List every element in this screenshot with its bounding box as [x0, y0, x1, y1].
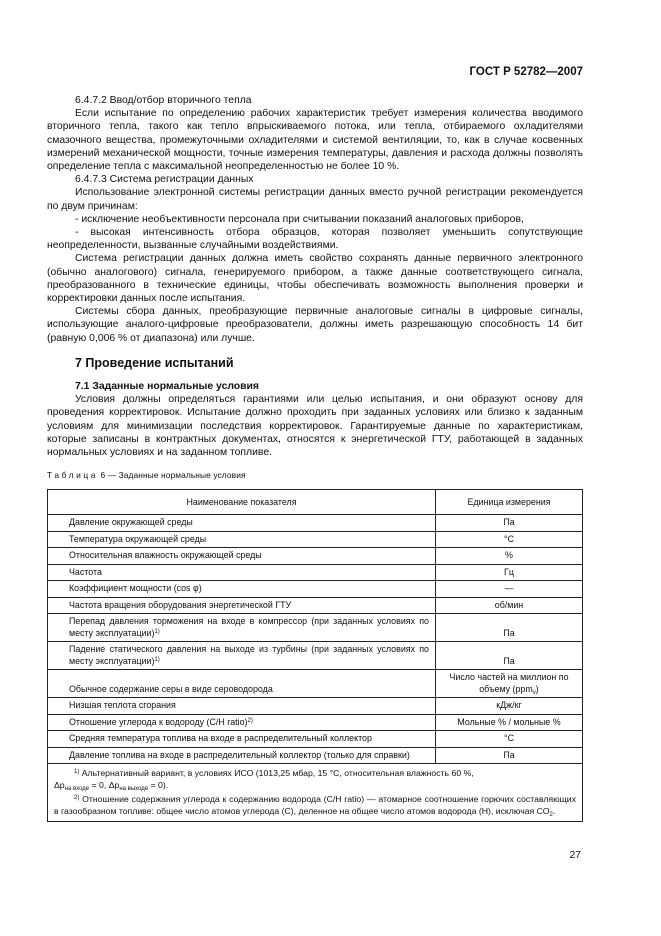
row-name: Отношение углерода к водороду (C/H ratio): [69, 716, 248, 727]
row-unit: Гц: [436, 564, 583, 581]
table-row: [48, 564, 583, 581]
row-name: Обычное содержание серы в виде сероводорода: [48, 670, 436, 698]
row-name-cell: [48, 642, 436, 670]
table-row: [48, 642, 583, 670]
row-unit: Па: [436, 614, 583, 642]
table-header-row: [48, 490, 583, 515]
col-header-name: Наименование показателя: [48, 490, 436, 515]
row-name: Давление топлива на входе в распределительный коллектор (только для справки): [48, 747, 436, 764]
footnote-row: [48, 764, 583, 793]
row-name: Падение статического давления на выходе из турбины (при заданных условиях по месту эксплуатации): [69, 644, 429, 666]
row-name: Частота вращения оборудования энергетической ГТУ: [48, 597, 436, 614]
footnote-ref: 2): [247, 717, 253, 724]
section-7-title: 7 Проведение испытаний: [75, 355, 234, 370]
table-row: [48, 714, 583, 731]
row-unit: °С: [436, 731, 583, 748]
row-name: Температура окружающей среды: [48, 531, 436, 548]
footnote-1: $^{1)}$ Альтернативный вариант, в условиях ИСО (1013,25 мбар, 15 °С, относительная влажность 60 %, $\Delta p_{на входе} = 0$, $\Delta p_{на выходе} = 0$).: [48, 764, 583, 793]
standard-code: ГОСТ Р 52782—2007: [469, 66, 583, 78]
conditions-table: [47, 489, 583, 822]
row-unit: кДж/кг: [436, 698, 583, 715]
row-name: Низшая теплота сгорания: [48, 698, 436, 715]
row-name-cell: [48, 714, 436, 731]
row-name: Относительная влажность окружающей среды: [48, 548, 436, 565]
table-row: [48, 531, 583, 548]
table-row: [48, 698, 583, 715]
section-6473-title: 6.4.7.3 Система регистрации данных: [75, 174, 254, 186]
row-unit: Мольные % / мольные %: [436, 714, 583, 731]
unit-subscript: v: [532, 689, 536, 696]
row-unit-cell: [436, 670, 583, 698]
row-unit: об/мин: [436, 597, 583, 614]
footnote-ref: 1): [154, 628, 160, 635]
row-unit: %: [436, 548, 583, 565]
row-unit-end: ): [535, 683, 539, 694]
footnote-ref: 1): [154, 656, 160, 663]
paragraph: Использование электронной системы регистрации данных вместо ручной регистрации рекомендуется по двум причинам:: [47, 187, 583, 212]
row-name: Перепад давления торможения на входе в компрессор (при заданных условиях по месту эксплуатации): [69, 616, 429, 638]
row-unit: —: [436, 581, 583, 598]
col-header-unit: Единица измерения: [436, 490, 583, 515]
table-row: [48, 731, 583, 748]
list-item: - высокая интенсивность отбора образцов, которая позволяет уменьшить сопутствующие неопределенности, вызванные случайными воздействиями.: [47, 227, 583, 252]
table-row: [48, 597, 583, 614]
row-name: Частота: [48, 564, 436, 581]
row-name: Коэффициент мощности (cos φ): [48, 581, 436, 598]
table-row: [48, 548, 583, 565]
table-caption-word: Таблица: [47, 470, 99, 481]
section-71-title: 7.1 Заданные нормальные условия: [75, 381, 259, 393]
table-row: [48, 670, 583, 698]
document-body: [47, 94, 583, 822]
paragraph: Системы сбора данных, преобразующие первичные аналоговые сигналы в цифровые сигналы, использующие аналого-цифровые преобразователи, должны иметь разрешающую способность 14 бит (равную 0,006 % от диапазона) или лучше.: [47, 306, 583, 344]
row-unit: Па: [436, 747, 583, 764]
paragraph: Условия должны определяться гарантиями или целью испытания, и они образуют основу для проведения корректировок. Испытание должно проходить при заданных условиях или близко к заданным условиям для минимизации последствия корректировок. Гарантируемые данные по характеристикам, которые записаны в контрактных документах, относятся к энергетической ГТУ, работающей в заданных нормальных условиях и на заданном топливе.: [47, 394, 583, 459]
page-number: 27: [569, 850, 581, 861]
footnote-mark: 1): [74, 769, 80, 776]
paragraph: Если испытание по определению рабочих характеристик требует измерения количества вводимого вторичного тепла, такого как тепло впрыскиваемого потока, или тепла, отбираемого охладителями смазочного вещества, промежуточными охладителями и системой вентиляции, то, как в случае косвенных измерений механической мощности, точные измерения температуры, давления и расхода должны позволять определение тепла с максимальной неопределенностью не более 10 %.: [47, 108, 583, 173]
row-unit: Па: [436, 642, 583, 670]
table-caption: [47, 469, 583, 482]
table-row: [48, 747, 583, 764]
footnote-2: $^{2)}$ Отношение содержания углерода к содержанию водорода (C/H ratio) — атомарное соотношение горючих составляющих в газообразном топливе: общее число атомов углерода (С), деленное на общее число атомов водорода (Н), исключая $СО_2$.: [48, 792, 583, 822]
table-row: [48, 614, 583, 642]
list-item: - исключение необъективности персонала при считывании показаний аналоговых приборов,: [75, 213, 524, 225]
row-unit: °С: [436, 531, 583, 548]
footnote-mark: 2): [74, 795, 80, 802]
row-name: Давление окружающей среды: [48, 515, 436, 532]
row-unit: Па: [436, 515, 583, 532]
paragraph: Система регистрации данных должна иметь свойство сохранять данные первичного электронного (обычно аналогового) сигнала, генерируемого прибором, а также данные соответствующего сигнала, преобразованного в технические единицы, чтобы обеспечивать возможность выполнения проверки и корректировки данных после испытания.: [47, 253, 583, 305]
row-name: Средняя температура топлива на входе в распределительный коллектор: [48, 731, 436, 748]
row-name-cell: [48, 614, 436, 642]
section-6472-title: 6.4.7.2 Ввод/отбор вторичного тепла: [75, 95, 252, 106]
footnote-row: [48, 792, 583, 822]
table-caption-text: 6 — Заданные нормальные условия: [100, 470, 246, 481]
table-row: [48, 515, 583, 532]
table-row: [48, 581, 583, 598]
row-unit: Число частей на миллион по объему (ppm: [449, 672, 569, 694]
